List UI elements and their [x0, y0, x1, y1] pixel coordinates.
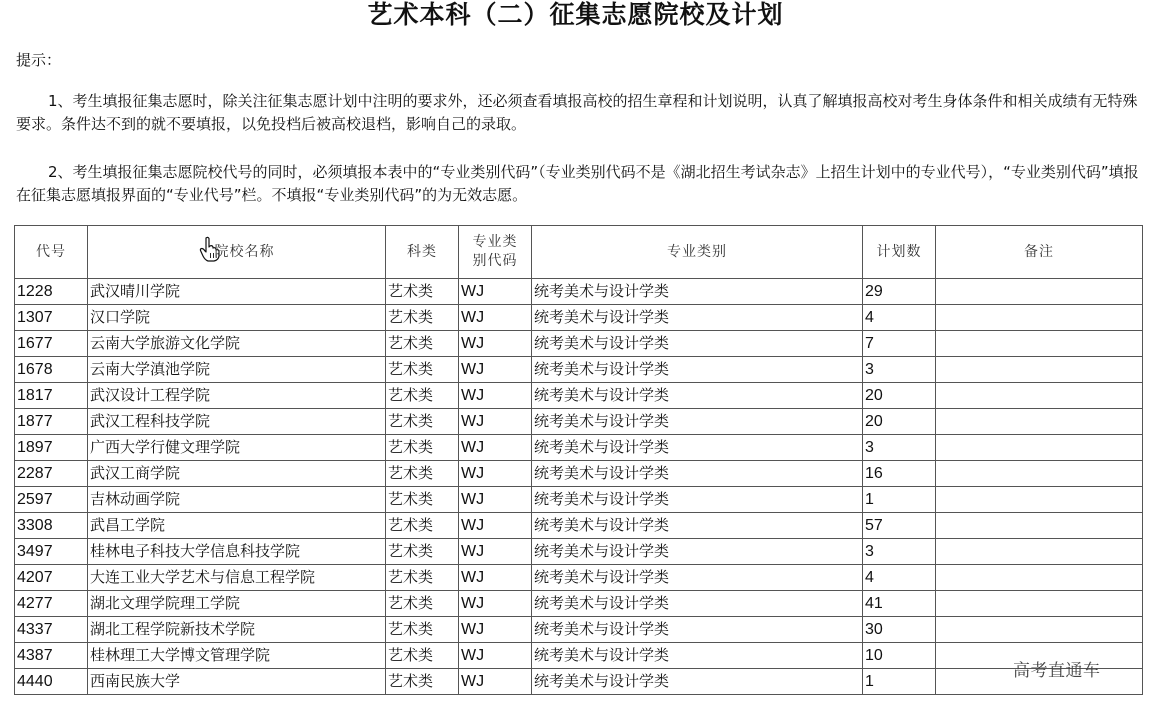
- table-row: [15, 331, 1143, 357]
- cell-major-code: WJ: [459, 331, 532, 357]
- cell-note: [936, 461, 1143, 487]
- cell-category: 艺术类: [386, 591, 459, 617]
- cell-plan: 1: [863, 487, 936, 513]
- cell-note: [936, 331, 1143, 357]
- cell-plan: 20: [863, 409, 936, 435]
- cell-code: 3497: [15, 539, 88, 565]
- cell-school: 桂林电子科技大学信息科技学院: [88, 539, 386, 565]
- cell-category: 艺术类: [386, 409, 459, 435]
- cell-school: 西南民族大学: [88, 669, 386, 695]
- cell-code: 1877: [15, 409, 88, 435]
- cell-school: 武汉工商学院: [88, 461, 386, 487]
- cell-major: 统考美术与设计学类: [532, 487, 863, 513]
- header-code: 代号: [15, 226, 88, 279]
- cell-major: 统考美术与设计学类: [532, 461, 863, 487]
- page-title: 艺术本科（二）征集志愿院校及计划: [367, 0, 784, 29]
- cell-category: 艺术类: [386, 643, 459, 669]
- cell-plan: 57: [863, 513, 936, 539]
- cell-code: 4277: [15, 591, 88, 617]
- cell-code: 1678: [15, 357, 88, 383]
- hint-label: 提示：: [16, 51, 62, 69]
- cell-code: 1677: [15, 331, 88, 357]
- table-row: [15, 357, 1143, 383]
- hint-paragraph-1: 1、考生填报征集志愿时，除关注征集志愿计划中注明的要求外，还必须查看填报高校的招生章程和计划说明，认真了解填报高校对考生身体条件和相关成绩有无特殊要求。条件达不到的就不要填报，以免投档后被高校退档，影响自己的录取。: [16, 92, 1138, 133]
- cell-category: 艺术类: [386, 279, 459, 305]
- cell-category: 艺术类: [386, 617, 459, 643]
- cell-code: 1228: [15, 279, 88, 305]
- cell-major: 统考美术与设计学类: [532, 305, 863, 331]
- cell-category: 艺术类: [386, 539, 459, 565]
- table-row: [15, 591, 1143, 617]
- cell-code: 1307: [15, 305, 88, 331]
- table-row: [15, 383, 1143, 409]
- cell-major-code: WJ: [459, 565, 532, 591]
- cell-note: [936, 487, 1143, 513]
- cell-major-code: WJ: [459, 461, 532, 487]
- cell-school: 武汉工程科技学院: [88, 409, 386, 435]
- table-row: [15, 461, 1143, 487]
- cell-school: 云南大学旅游文化学院: [88, 331, 386, 357]
- admission-plan-table: [14, 225, 1143, 695]
- cell-code: 1897: [15, 435, 88, 461]
- cell-major: 统考美术与设计学类: [532, 643, 863, 669]
- header-category: 科类: [386, 226, 459, 279]
- cell-plan: 4: [863, 565, 936, 591]
- cell-major-code: WJ: [459, 591, 532, 617]
- header-school: 院校名称: [88, 226, 386, 279]
- header-major-code: 专业类 别代码: [459, 226, 532, 279]
- header-major: 专业类别: [532, 226, 863, 279]
- cell-school: 广西大学行健文理学院: [88, 435, 386, 461]
- cell-major-code: WJ: [459, 539, 532, 565]
- cell-category: 艺术类: [386, 435, 459, 461]
- cell-school: 云南大学滇池学院: [88, 357, 386, 383]
- cell-note: [936, 279, 1143, 305]
- cell-major: 统考美术与设计学类: [532, 279, 863, 305]
- cell-plan: 1: [863, 669, 936, 695]
- cell-school: 大连工业大学艺术与信息工程学院: [88, 565, 386, 591]
- cell-major-code: WJ: [459, 513, 532, 539]
- cell-major: 统考美术与设计学类: [532, 357, 863, 383]
- cell-category: 艺术类: [386, 487, 459, 513]
- cell-note: [936, 565, 1143, 591]
- cell-code: 1817: [15, 383, 88, 409]
- cell-major-code: WJ: [459, 435, 532, 461]
- table-row: [15, 435, 1143, 461]
- cell-major: 统考美术与设计学类: [532, 435, 863, 461]
- cell-plan: 29: [863, 279, 936, 305]
- cell-plan: 30: [863, 617, 936, 643]
- table-body: [15, 279, 1143, 695]
- table-row: [15, 513, 1143, 539]
- cell-major: 统考美术与设计学类: [532, 383, 863, 409]
- cell-code: 4337: [15, 617, 88, 643]
- cell-category: 艺术类: [386, 513, 459, 539]
- cell-plan: 41: [863, 591, 936, 617]
- cell-category: 艺术类: [386, 357, 459, 383]
- table-row: [15, 409, 1143, 435]
- table-row: [15, 617, 1143, 643]
- cell-school: 武昌工学院: [88, 513, 386, 539]
- cell-school: 湖北文理学院理工学院: [88, 591, 386, 617]
- cell-plan: 20: [863, 383, 936, 409]
- table-header-row: [15, 226, 1143, 279]
- cell-major: 统考美术与设计学类: [532, 331, 863, 357]
- cell-note: [936, 383, 1143, 409]
- cell-major: 统考美术与设计学类: [532, 591, 863, 617]
- header-plan: 计划数: [863, 226, 936, 279]
- cell-note: [936, 305, 1143, 331]
- cell-major-code: WJ: [459, 357, 532, 383]
- table-row: [15, 539, 1143, 565]
- cell-school: 湖北工程学院新技术学院: [88, 617, 386, 643]
- cell-note: [936, 591, 1143, 617]
- cell-note: [936, 539, 1143, 565]
- cell-plan: 16: [863, 461, 936, 487]
- cell-code: 4207: [15, 565, 88, 591]
- cell-note: [936, 513, 1143, 539]
- cell-major: 统考美术与设计学类: [532, 669, 863, 695]
- cell-note: [936, 435, 1143, 461]
- cell-major: 统考美术与设计学类: [532, 617, 863, 643]
- cell-major: 统考美术与设计学类: [532, 539, 863, 565]
- cell-plan: 4: [863, 305, 936, 331]
- table-row: [15, 565, 1143, 591]
- cell-category: 艺术类: [386, 565, 459, 591]
- cell-major: 统考美术与设计学类: [532, 565, 863, 591]
- cell-major-code: WJ: [459, 409, 532, 435]
- cell-category: 艺术类: [386, 461, 459, 487]
- cell-major-code: WJ: [459, 487, 532, 513]
- cell-code: 4387: [15, 643, 88, 669]
- table-row: [15, 669, 1143, 695]
- cell-note: [936, 409, 1143, 435]
- cell-category: 艺术类: [386, 305, 459, 331]
- cell-school: 桂林理工大学博文管理学院: [88, 643, 386, 669]
- cell-school: 吉林动画学院: [88, 487, 386, 513]
- cell-plan: 3: [863, 435, 936, 461]
- cell-category: 艺术类: [386, 669, 459, 695]
- cell-plan: 3: [863, 357, 936, 383]
- cell-school: 汉口学院: [88, 305, 386, 331]
- cell-major-code: WJ: [459, 617, 532, 643]
- cell-major-code: WJ: [459, 669, 532, 695]
- cell-category: 艺术类: [386, 331, 459, 357]
- cell-school: 武汉晴川学院: [88, 279, 386, 305]
- hint-paragraph-2: 2、考生填报征集志愿院校代号的同时，必须填报本表中的“专业类别代码”（专业类别代码不是《湖北招生考试杂志》上招生计划中的专业代号），“专业类别代码”填报在征集志愿填报界面的“专业代号”栏。不填报“专业类别代码”的为无效志愿。: [16, 163, 1139, 204]
- cell-major-code: WJ: [459, 383, 532, 409]
- table-row: [15, 279, 1143, 305]
- cell-code: 4440: [15, 669, 88, 695]
- cell-school: 武汉设计工程学院: [88, 383, 386, 409]
- cell-plan: 10: [863, 643, 936, 669]
- cell-category: 艺术类: [386, 383, 459, 409]
- cell-major: 统考美术与设计学类: [532, 513, 863, 539]
- cell-major-code: WJ: [459, 279, 532, 305]
- cell-code: 2597: [15, 487, 88, 513]
- cell-major: 统考美术与设计学类: [532, 409, 863, 435]
- table-row: [15, 487, 1143, 513]
- table-row: [15, 305, 1143, 331]
- cell-code: 2287: [15, 461, 88, 487]
- cell-plan: 3: [863, 539, 936, 565]
- cell-major-code: WJ: [459, 305, 532, 331]
- cell-note: [936, 357, 1143, 383]
- watermark-text: 高考直通车: [1013, 661, 1101, 681]
- cell-plan: 7: [863, 331, 936, 357]
- cell-note: [936, 617, 1143, 643]
- cell-code: 3308: [15, 513, 88, 539]
- table-row: [15, 643, 1143, 669]
- cell-major-code: WJ: [459, 643, 532, 669]
- header-note: 备注: [936, 226, 1143, 279]
